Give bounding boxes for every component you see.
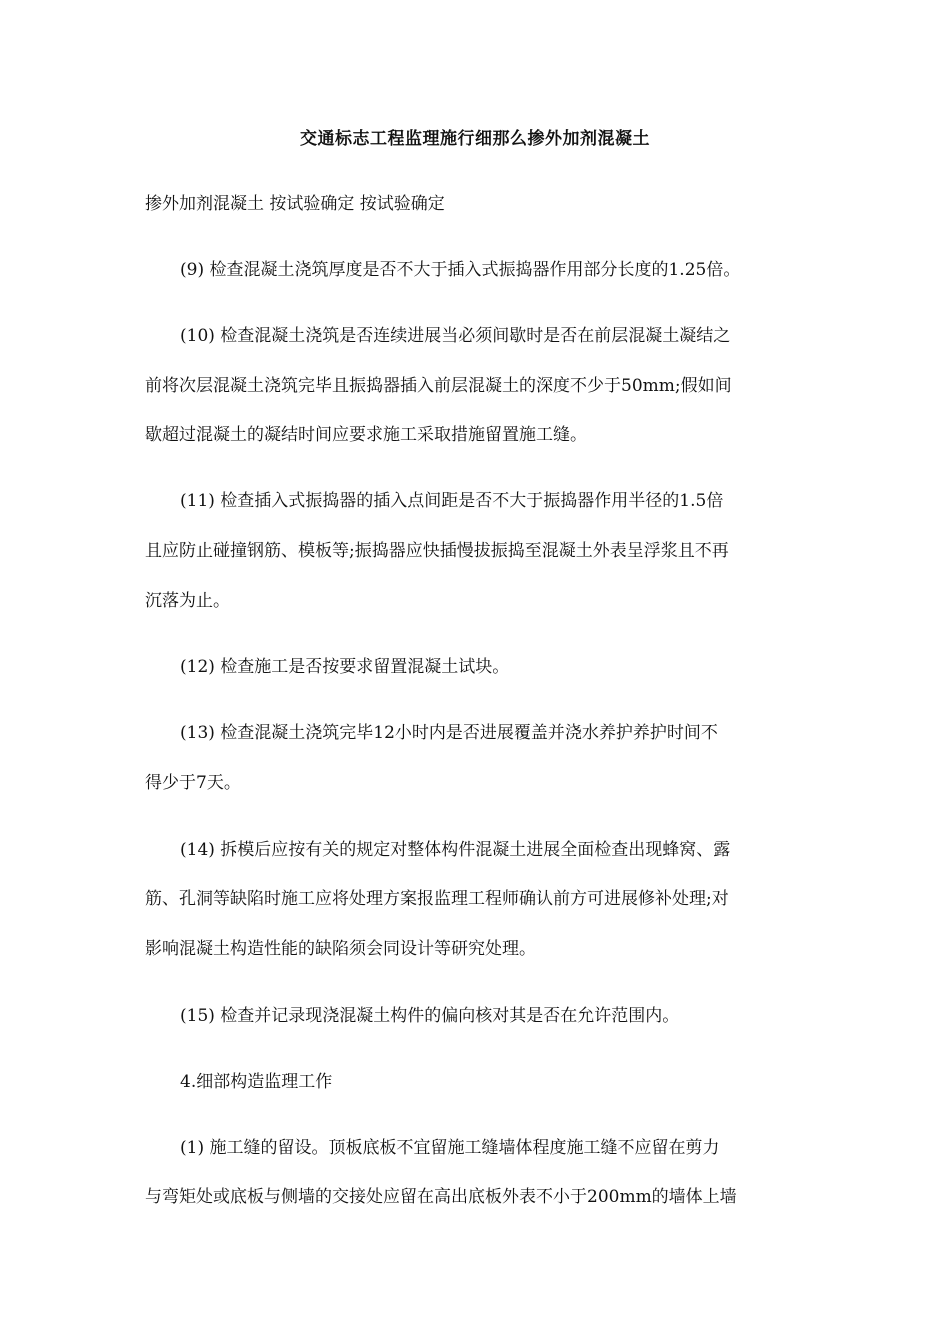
- text-line: (12) 检查施工是否按要求留置混凝土试块。: [180, 657, 510, 677]
- text-line: 筋、孔洞等缺陷时施工应将处理方案报监理工程师确认前方可进展修补处理;对: [145, 889, 729, 909]
- text-line: (10) 检查混凝土浇筑是否连续进展当必须间歇时是否在前层混凝土凝结之: [180, 326, 731, 346]
- document-title: 交通标志工程监理施行细那么掺外加剂混凝土: [300, 129, 650, 149]
- text-line: 歇超过混凝土的凝结时间应要求施工采取措施留置施工缝。: [145, 425, 587, 445]
- text-line: 影响混凝土构造性能的缺陷须会同设计等研究处理。: [145, 939, 536, 959]
- text-line: (9) 检查混凝土浇筑厚度是否不大于插入式振捣器作用部分长度的1.25倍。: [180, 260, 741, 280]
- text-line: 得少于7天。: [145, 773, 241, 793]
- text-line: 且应防止碰撞钢筋、模板等;振捣器应快插慢拔振捣至混凝土外表呈浮浆且不再: [145, 541, 729, 561]
- text-line: (15) 检查并记录现浇混凝土构件的偏向核对其是否在允许范围内。: [180, 1006, 680, 1026]
- text-line: 掺外加剂混凝土 按试验确定 按试验确定: [145, 194, 445, 214]
- text-line: (13) 检查混凝土浇筑完毕12小时内是否进展覆盖并浇水养护养护时间不: [180, 723, 718, 743]
- text-line: (11) 检查插入式振捣器的插入点间距是否不大于振捣器作用半径的1.5倍: [180, 491, 724, 511]
- text-line: 前将次层混凝土浇筑完毕且振捣器插入前层混凝土的深度不少于50mm;假如间: [145, 376, 732, 396]
- text-line: 沉落为止。: [145, 591, 230, 611]
- text-line: 与弯矩处或底板与侧墙的交接处应留在高出底板外表不小于200mm的墙体上墙: [145, 1187, 737, 1207]
- section-heading: 4.细部构造监理工作: [180, 1072, 333, 1092]
- text-line: (1) 施工缝的留设。顶板底板不宜留施工缝墙体程度施工缝不应留在剪力: [180, 1138, 720, 1158]
- text-line: (14) 拆模后应按有关的规定对整体构件混凝土进展全面检查出现蜂窝、露: [180, 840, 731, 860]
